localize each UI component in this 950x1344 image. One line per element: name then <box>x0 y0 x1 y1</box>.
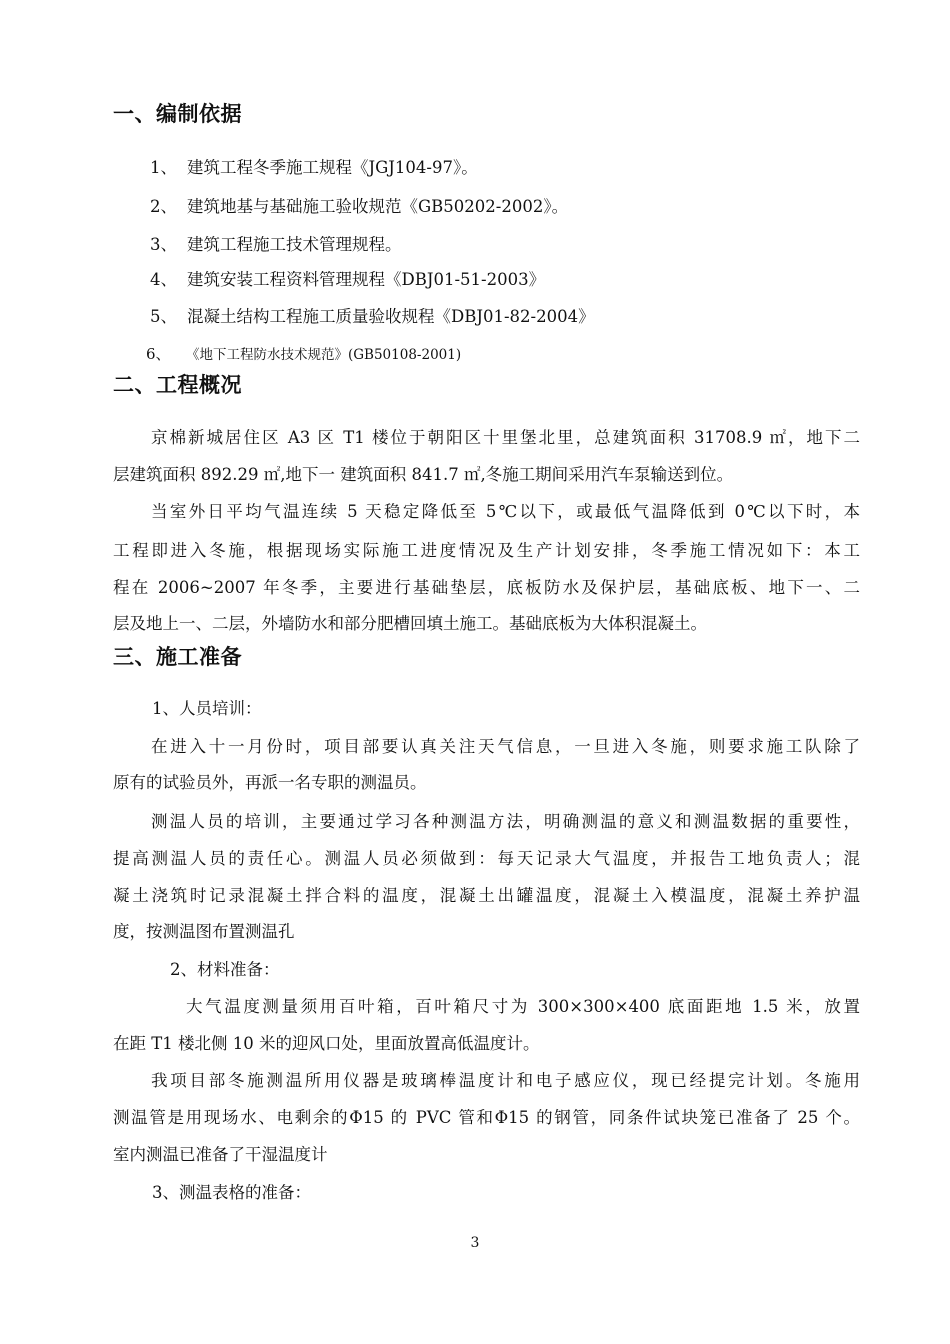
reference-text: 建筑工程施工技术管理规程。 <box>187 235 402 254</box>
paragraph-line: 大气温度测量须用百叶箱，百叶箱尺寸为 300×300×400 底面距地 1.5 米，放置 <box>186 997 860 1016</box>
reference-item <box>150 231 402 255</box>
paragraph-line: 工程即进入冬施，根据现场实际施工进度情况及生产计划安排，冬季施工情况如下：本工 <box>113 541 860 560</box>
section-heading-preparation: 三、施工准备 <box>113 645 242 669</box>
page-number: 3 <box>470 1235 480 1251</box>
reference-text: 建筑工程冬季施工规程《JGJ104-97》。 <box>187 158 478 177</box>
subsection-heading: 1、人员培训： <box>152 699 262 718</box>
section-heading-overview: 二、工程概况 <box>113 373 242 397</box>
reference-number: 1、 <box>150 158 177 177</box>
paragraph-line: 我项目部冬施测温所用仪器是玻璃棒温度计和电子感应仪，现已经提完计划。冬施用 <box>151 1071 860 1090</box>
subsection-heading: 2、材料准备： <box>170 960 280 979</box>
reference-text: 建筑地基与基础施工验收规范《GB50202-2002》。 <box>187 197 569 216</box>
reference-item <box>150 266 545 290</box>
reference-text: 混凝土结构工程施工质量验收规程《DBJ01-82-2004》 <box>187 307 595 326</box>
paragraph-line: 程在 2006~2007 年冬季，主要进行基础垫层，底板防水及保护层，基础底板、地下一、二 <box>113 578 860 597</box>
section-heading-basis: 一、编制依据 <box>113 102 242 126</box>
reference-number: 6、 <box>146 345 171 363</box>
reference-text: 建筑安装工程资料管理规程《DBJ01-51-2003》 <box>187 270 546 289</box>
paragraph-line: 室内测温已准备了干湿温度计 <box>113 1145 328 1164</box>
subsection-heading: 3、测温表格的准备： <box>152 1183 311 1202</box>
paragraph-line: 凝土浇筑时记录混凝土拌合料的温度，混凝土出罐温度，混凝土入模温度，混凝土养护温 <box>113 886 860 905</box>
paragraph-line: 在距 T1 楼北侧 10 米的迎风口处，里面放置高低温度计。 <box>113 1034 540 1053</box>
paragraph-line: 层及地上一、二层，外墙防水和部分肥槽回填土施工。基础底板为大体积混凝土。 <box>113 614 707 633</box>
paragraph-line: 测温管是用现场水、电剩余的Φ15 的 PVC 管和Φ15 的钢管，同条件试块笼已准备了 25 个。 <box>113 1108 860 1127</box>
reference-number: 4、 <box>150 270 177 289</box>
reference-item <box>150 303 595 327</box>
reference-number: 2、 <box>150 197 177 216</box>
reference-item <box>150 154 478 178</box>
paragraph-line: 在进入十一月份时，项目部要认真关注天气信息，一旦进入冬施，则要求施工队除了 <box>151 737 860 756</box>
paragraph-line: 度，按测温图布置测温孔 <box>113 922 295 941</box>
reference-number: 3、 <box>150 235 177 254</box>
reference-item <box>146 343 461 364</box>
paragraph-line: 测温人员的培训，主要通过学习各种测温方法，明确测温的意义和测温数据的重要性， <box>151 812 860 831</box>
reference-number: 5、 <box>150 307 177 326</box>
paragraph-line: 当室外日平均气温连续 5 天稳定降低至 5℃以下，或最低气温降低到 0℃以下时，本 <box>151 502 860 521</box>
reference-text: 《地下工程防水技术规范》(GB50108-2001) <box>186 347 462 363</box>
reference-item <box>150 193 568 217</box>
paragraph-line: 层建筑面积 892.29 ㎡,地下一 建筑面积 841.7 ㎡,冬施工期间采用汽车泵输送到位。 <box>113 465 734 484</box>
paragraph-line: 原有的试验员外，再派一名专职的测温员。 <box>113 773 427 792</box>
paragraph-line: 京棉新城居住区 A3 区 T1 楼位于朝阳区十里堡北里，总建筑面积 31708.9 ㎡，地下二 <box>151 428 860 447</box>
paragraph-line: 提高测温人员的责任心。测温人员必须做到：每天记录大气温度，并报告工地负责人；混 <box>113 849 860 868</box>
